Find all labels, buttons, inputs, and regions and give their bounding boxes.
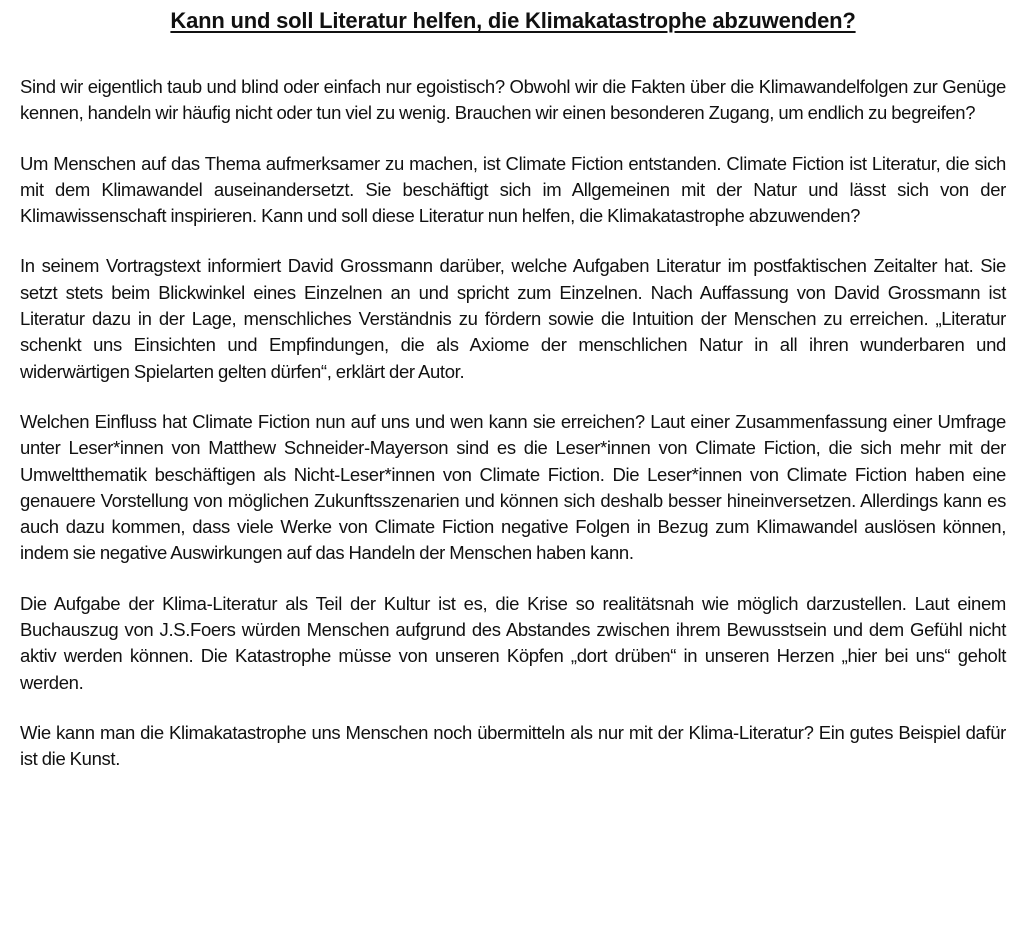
paragraph-climate-fiction: Um Menschen auf das Thema aufmerksamer zu machen, ist Climate Fiction entstanden. Climate Fiction ist Literatur, die sich mit dem Klimawandel auseinandersetzt. Sie beschäftigt sich im Allgemeinen mit der Natur und lässt sich von der Klimawissenschaft inspirieren. Kann und soll diese Literatur nun helfen, die Klimakatastrophe abzuwenden? [20,152,1006,227]
document-page [20,0,1006,773]
paragraph-task: Die Aufgabe der Klima-Literatur als Teil der Kultur ist es, die Krise so realitätsnah wie möglich darzustellen. Laut einem Buchauszug von J.S.Foers würden Menschen aufgrund des Abstandes zwischen ihrem Bewusstsein und dem Gefühl nicht aktiv werden können. Die Katastrophe müsse von unseren Köpfen „dort drüben“ in unseren Herzen „hier bei uns“ geholt werden. [20,592,1006,693]
paragraph-influence: Welchen Einfluss hat Climate Fiction nun auf uns und wen kann sie erreichen? Laut einer Zusammenfassung einer Umfrage unter Leser*innen von Matthew Schneider-Mayerson sind es die Leser*innen von Climate Fiction, die sich mehr mit der Umweltthematik beschäftigen als Nicht-Leser*innen von Climate Fiction. Die Leser*innen von Climate Fiction haben eine genauere Vorstellung von möglichen Zukunftsszenarien und können sich deshalb besser hineinversetzen. Allerdings kann es auch dazu kommen, dass viele Werke von Climate Fiction negative Folgen in Bezug zum Klimawandel auslösen können, indem sie negative Auswirkungen auf das Handeln der Menschen haben kann. [20,410,1006,564]
paragraph-intro: Sind wir eigentlich taub und blind oder einfach nur egoistisch? Obwohl wir die Fakten über die Klimawandelfolgen zur Genüge kennen, handeln wir häufig nicht oder tun viel zu wenig. Brauchen wir einen besonderen Zugang, um endlich zu begreifen? [20,76,1006,124]
paragraph-grossmann: In seinem Vortragstext informiert David Grossmann darüber, welche Aufgaben Literatur im postfaktischen Zeitalter hat. Sie setzt stets beim Blickwinkel eines Einzelnen an und spricht zum Einzelnen. Nach Auffassung von David Grossmann ist Literatur dazu in der Lage, menschliches Verständnis zu fördern sowie die Intuition der Menschen zu erreichen. „Literatur schenkt uns Einsichten und Empfindungen, die als Axiome der menschlichen Natur in all ihren wunderbaren und widerwärtigen Spielarten gelten dürfen“, erklärt der Autor. [20,255,1006,382]
document-title: Kann und soll Literatur helfen, die Klimakatastrophe abzuwenden? [170,8,856,33]
paragraph-art: Wie kann man die Klimakatastrophe uns Menschen noch übermitteln als nur mit der Klima-Literatur? Ein gutes Beispiel dafür ist die Kunst. [20,721,1006,770]
